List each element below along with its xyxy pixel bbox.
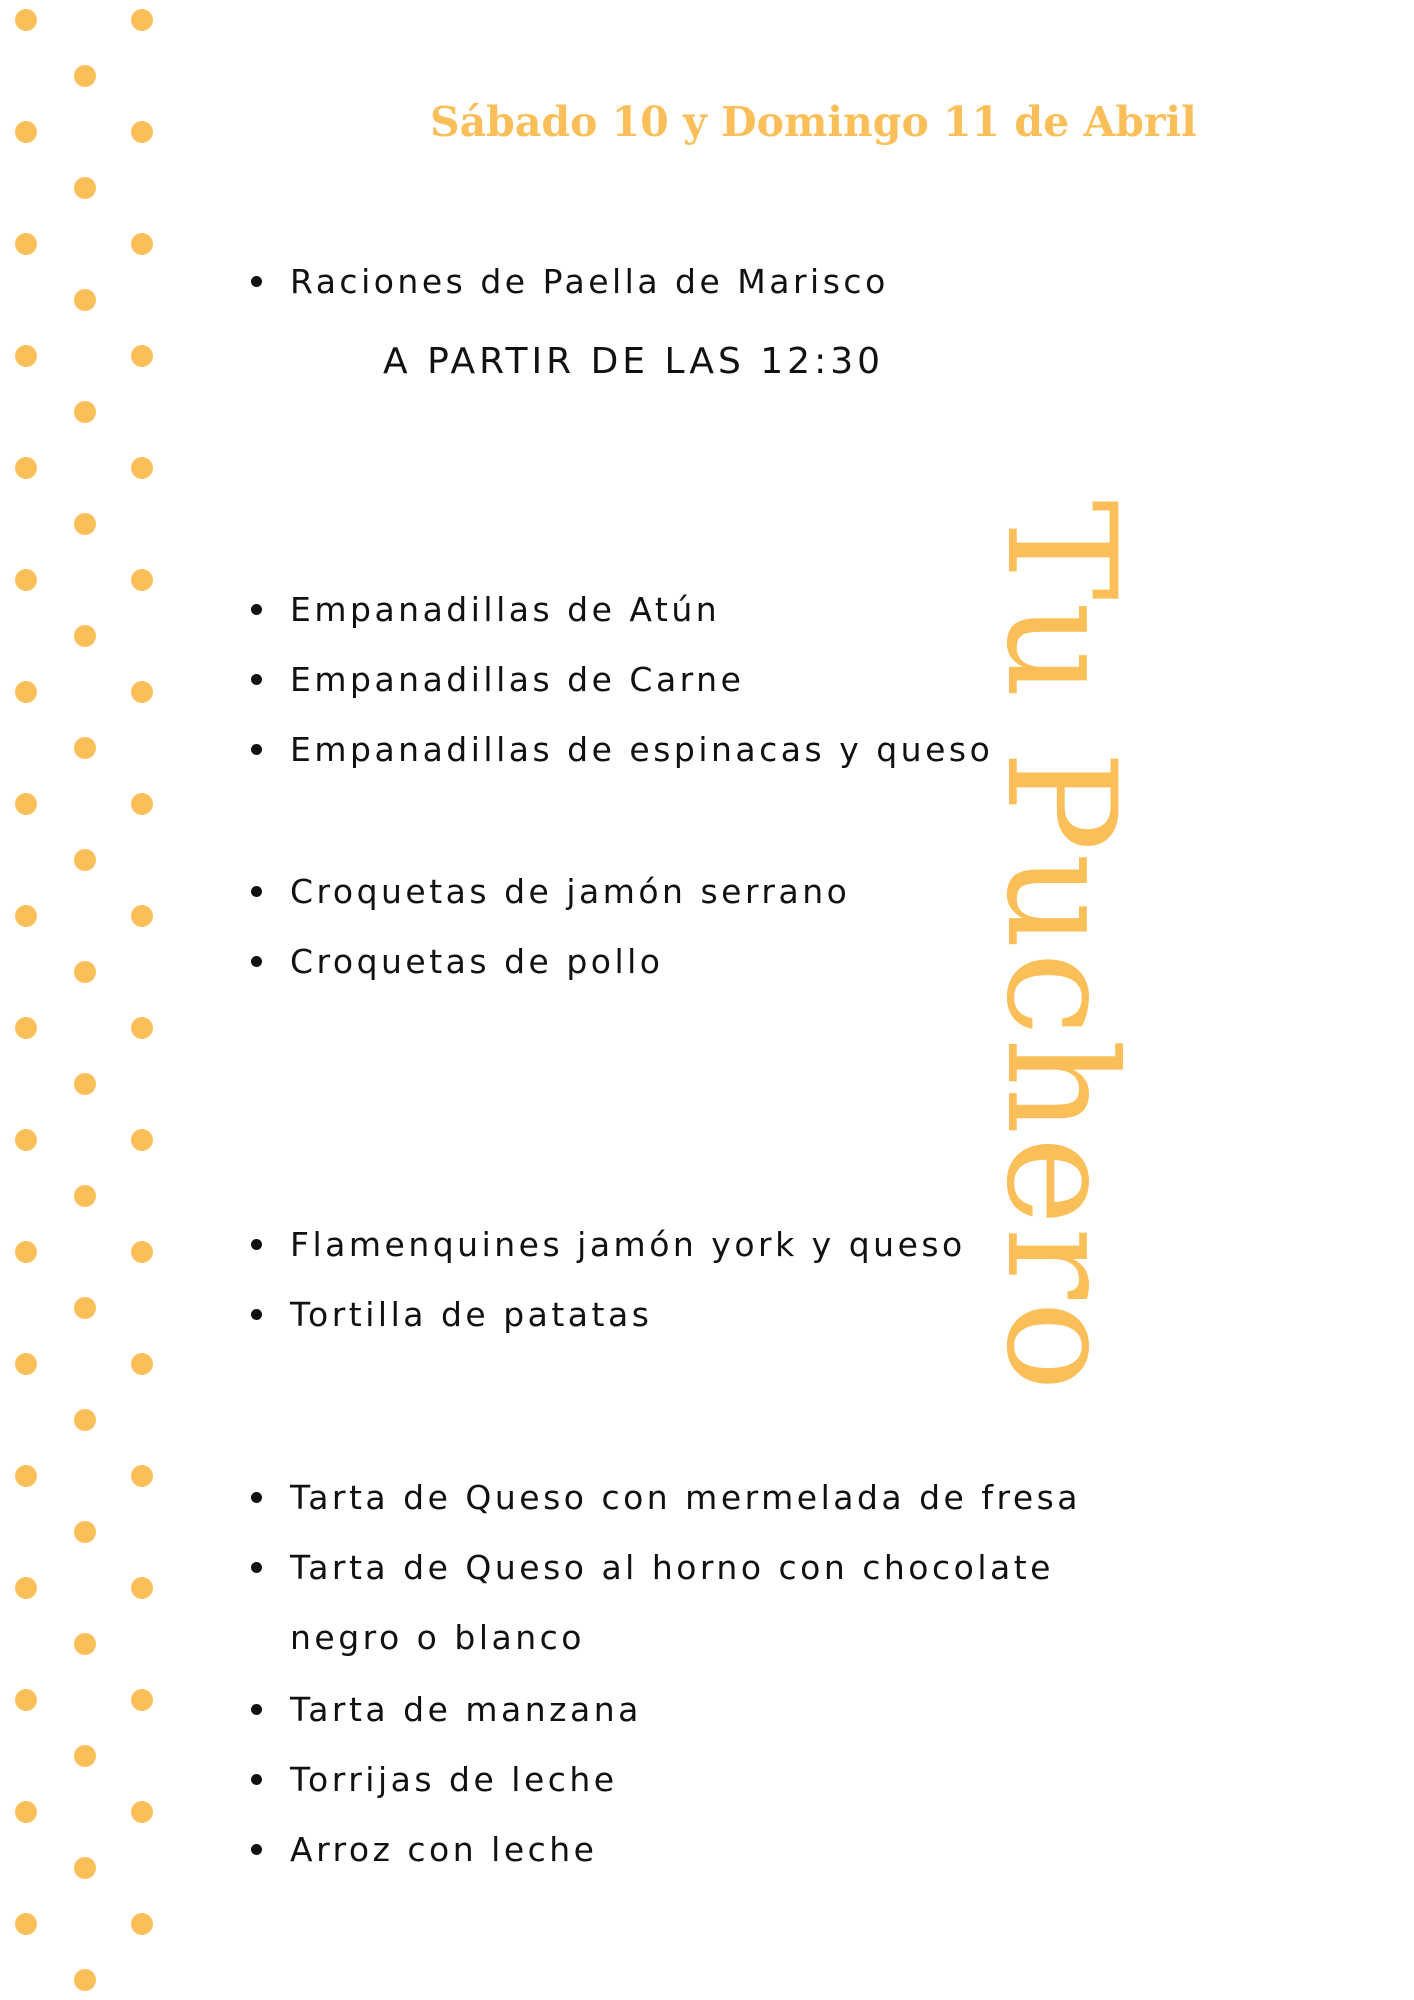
decorative-dot <box>74 289 96 311</box>
menu-item-label: Torrijas de leche <box>290 1760 618 1799</box>
menu-item-label: Flamenquines jamón york y queso <box>290 1225 966 1264</box>
decorative-dot <box>74 1969 96 1991</box>
decorative-dot <box>74 737 96 759</box>
decorative-dot <box>131 1017 153 1039</box>
decorative-dot <box>74 961 96 983</box>
decorative-dot <box>15 9 37 31</box>
list-item <box>290 1295 652 1335</box>
decorative-dot <box>15 1689 37 1711</box>
decorative-dot <box>131 1577 153 1599</box>
bullet-icon <box>251 1844 262 1855</box>
list-item <box>290 1478 1081 1518</box>
list-item <box>290 590 720 630</box>
decorative-dot <box>15 569 37 591</box>
decorative-dot <box>131 1689 153 1711</box>
decorative-dot <box>74 1185 96 1207</box>
decorative-dot <box>74 65 96 87</box>
decorative-dot <box>15 457 37 479</box>
decorative-dot <box>74 177 96 199</box>
menu-item-label: Raciones de Paella de Marisco <box>290 262 889 301</box>
decorative-dot <box>15 681 37 703</box>
decorative-dot-pattern <box>0 0 200 2000</box>
bullet-icon <box>251 604 262 615</box>
decorative-dot <box>74 1745 96 1767</box>
bullet-icon <box>251 1774 262 1785</box>
menu-item-label: Empanadillas de Atún <box>290 590 721 629</box>
menu-item-label: Tarta de Queso con mermelada de fresa <box>290 1478 1082 1517</box>
decorative-dot <box>131 1465 153 1487</box>
decorative-dot <box>15 1241 37 1263</box>
decorative-dot <box>15 345 37 367</box>
menu-item-label: Tarta de manzana <box>290 1690 642 1729</box>
decorative-dot <box>15 1465 37 1487</box>
decorative-dot <box>74 401 96 423</box>
list-item <box>290 942 664 982</box>
decorative-dot <box>15 1017 37 1039</box>
bullet-icon <box>251 1704 262 1715</box>
restaurant-name: Tu Puchero <box>973 500 1147 1394</box>
bullet-icon <box>251 886 262 897</box>
list-item <box>290 660 744 700</box>
decorative-dot <box>74 513 96 535</box>
event-date-heading: Sábado 10 y Domingo 11 de Abril <box>430 98 1197 146</box>
decorative-dot <box>131 1129 153 1151</box>
menu-item-label: Arroz con leche <box>290 1830 598 1869</box>
list-item <box>290 730 993 770</box>
decorative-dot <box>15 121 37 143</box>
list-item <box>290 1548 1054 1588</box>
decorative-dot <box>131 345 153 367</box>
decorative-dot <box>131 121 153 143</box>
bullet-icon <box>251 956 262 967</box>
decorative-dot <box>15 1577 37 1599</box>
decorative-dot <box>15 233 37 255</box>
decorative-dot <box>15 905 37 927</box>
bullet-icon <box>251 276 262 287</box>
list-item <box>290 1830 597 1870</box>
menu-item-label: negro o blanco <box>290 1618 585 1657</box>
bullet-icon <box>251 1309 262 1320</box>
decorative-dot <box>131 233 153 255</box>
decorative-dot <box>131 681 153 703</box>
menu-item-label: Tortilla de patatas <box>290 1295 653 1334</box>
decorative-dot <box>74 1857 96 1879</box>
decorative-dot <box>74 1073 96 1095</box>
decorative-dot <box>131 1353 153 1375</box>
decorative-dot <box>15 793 37 815</box>
decorative-dot <box>15 1353 37 1375</box>
decorative-dot <box>131 569 153 591</box>
list-item <box>290 872 850 912</box>
menu-item-label: Croquetas de pollo <box>290 942 664 981</box>
decorative-dot <box>131 1801 153 1823</box>
decorative-dot <box>74 1521 96 1543</box>
menu-item-label: Tarta de Queso al horno con chocolate <box>290 1548 1054 1587</box>
decorative-dot <box>131 793 153 815</box>
decorative-dot <box>15 1913 37 1935</box>
decorative-dot <box>15 1801 37 1823</box>
decorative-dot <box>74 1297 96 1319</box>
decorative-dot <box>74 849 96 871</box>
bullet-icon <box>251 744 262 755</box>
decorative-dot <box>131 905 153 927</box>
list-item <box>290 1760 618 1800</box>
list-item-continuation <box>290 1618 585 1658</box>
time-note: A PARTIR DE LAS 12:30 <box>383 341 885 382</box>
menu-item-label: Empanadillas de espinacas y queso <box>290 730 994 769</box>
bullet-icon <box>251 674 262 685</box>
bullet-icon <box>251 1562 262 1573</box>
decorative-dot <box>15 1129 37 1151</box>
decorative-dot <box>131 1913 153 1935</box>
decorative-dot <box>131 9 153 31</box>
decorative-dot <box>74 1633 96 1655</box>
bullet-icon <box>251 1492 262 1503</box>
list-item <box>290 262 889 302</box>
decorative-dot <box>131 1241 153 1263</box>
decorative-dot <box>74 1409 96 1431</box>
menu-item-label: Empanadillas de Carne <box>290 660 745 699</box>
menu-item-label: Croquetas de jamón serrano <box>290 872 851 911</box>
list-item <box>290 1690 642 1730</box>
list-item <box>290 1225 966 1265</box>
decorative-dot <box>131 457 153 479</box>
bullet-icon <box>251 1239 262 1250</box>
decorative-dot <box>74 625 96 647</box>
